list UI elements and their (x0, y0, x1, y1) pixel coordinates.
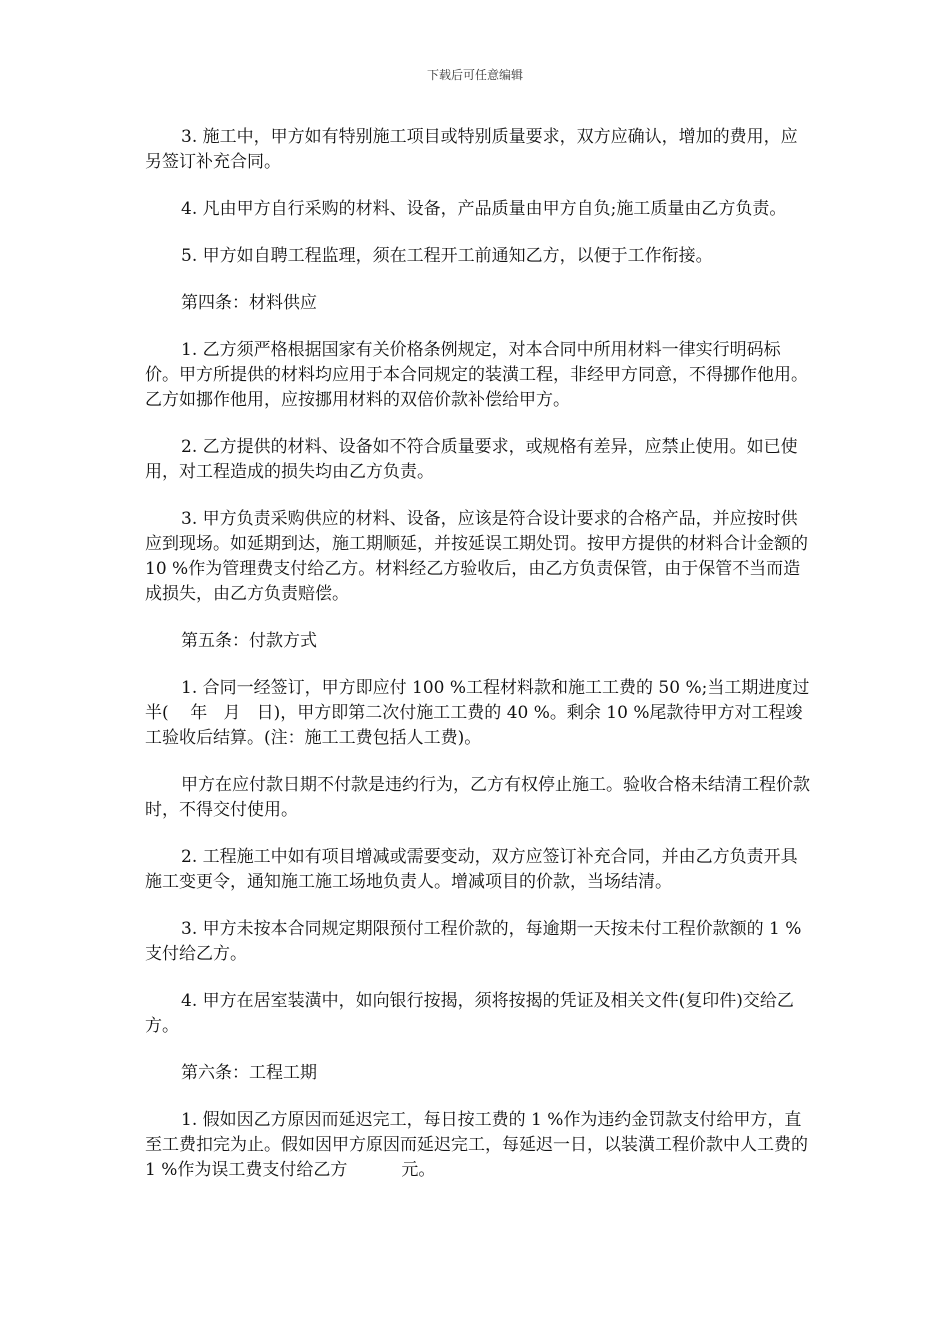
section-heading-5: 第五条：付款方式 (181, 631, 317, 651)
document-body (145, 125, 814, 1205)
header-note: 下载后可任意编辑 (426, 68, 523, 82)
paragraph-5-4: 4. 甲方在居室装潢中，如向银行按揭，须将按揭的凭证及相关文件(复印件)交给乙方。 (145, 991, 794, 1036)
paragraph-3-5: 5. 甲方如自聘工程监理，须在工程开工前通知乙方，以便于工作衔接。 (181, 246, 713, 266)
paragraph-6-1: 1. 假如因乙方原因而延迟完工，每日按工费的 1 %作为违约金罚款支付给甲方，直至工费扣完为止。假如因甲方原因而延迟完工，每延迟一日，以装潢工程价款中人工费的 1 %作为误工费支付给乙方 元。 (145, 1110, 814, 1180)
paragraph-3-4: 4. 凡由甲方自行采购的材料、设备，产品质量由甲方自负;施工质量由乙方负责。 (181, 199, 787, 219)
paragraph-5-2: 2. 工程施工中如有项目增减或需要变动，双方应签订补充合同，并由乙方负责开具施工变更令，通知施工施工场地负责人。增减项目的价款，当场结清。 (145, 847, 798, 892)
paragraph-4-3: 3. 甲方负责采购供应的材料、设备，应该是符合设计要求的合格产品，并应按时供应到现场。如延期到达，施工期顺延，并按延误工期处罚。按甲方提供的材料合计金额的 10 %作为管理费支付给乙方。材料经乙方验收后，由乙方负责保管，由于保管不当而造成损失，由乙方负责赔偿。 (145, 509, 814, 604)
paragraph-5-note: 甲方在应付款日期不付款是违约行为，乙方有权停止施工。验收合格未结清工程价款时，不得交付使用。 (145, 775, 810, 820)
paragraph-4-2: 2. 乙方提供的材料、设备如不符合质量要求，或规格有差异，应禁止使用。如已使用，对工程造成的损失均由乙方负责。 (145, 437, 798, 482)
paragraph-5-3: 3. 甲方未按本合同规定期限预付工程价款的，每逾期一天按未付工程价款额的 1 %支付给乙方。 (145, 919, 802, 964)
section-heading-4: 第四条：材料供应 (181, 293, 317, 313)
paragraph-5-1: 1. 合同一经签订，甲方即应付 100 %工程材料款和施工工费的 50 %;当工期进度过半( 年 月 日)，甲方即第二次付施工工费的 40 %。剩余 10 %尾款待甲方对工程竣工验收后结算。(注：施工工费包括人工费)。 (145, 678, 810, 748)
paragraph-3-3: 3. 施工中，甲方如有特别施工项目或特别质量要求，双方应确认，增加的费用，应另签订补充合同。 (145, 127, 798, 172)
paragraph-4-1: 1. 乙方须严格根据国家有关价格条例规定，对本合同中所用材料一律实行明码标价。甲方所提供的材料均应用于本合同规定的装潢工程，非经甲方同意，不得挪作他用。乙方如挪作他用，应按挪用材料的双倍价款补偿给甲方。 (145, 340, 808, 410)
section-heading-6: 第六条：工程工期 (181, 1063, 317, 1083)
